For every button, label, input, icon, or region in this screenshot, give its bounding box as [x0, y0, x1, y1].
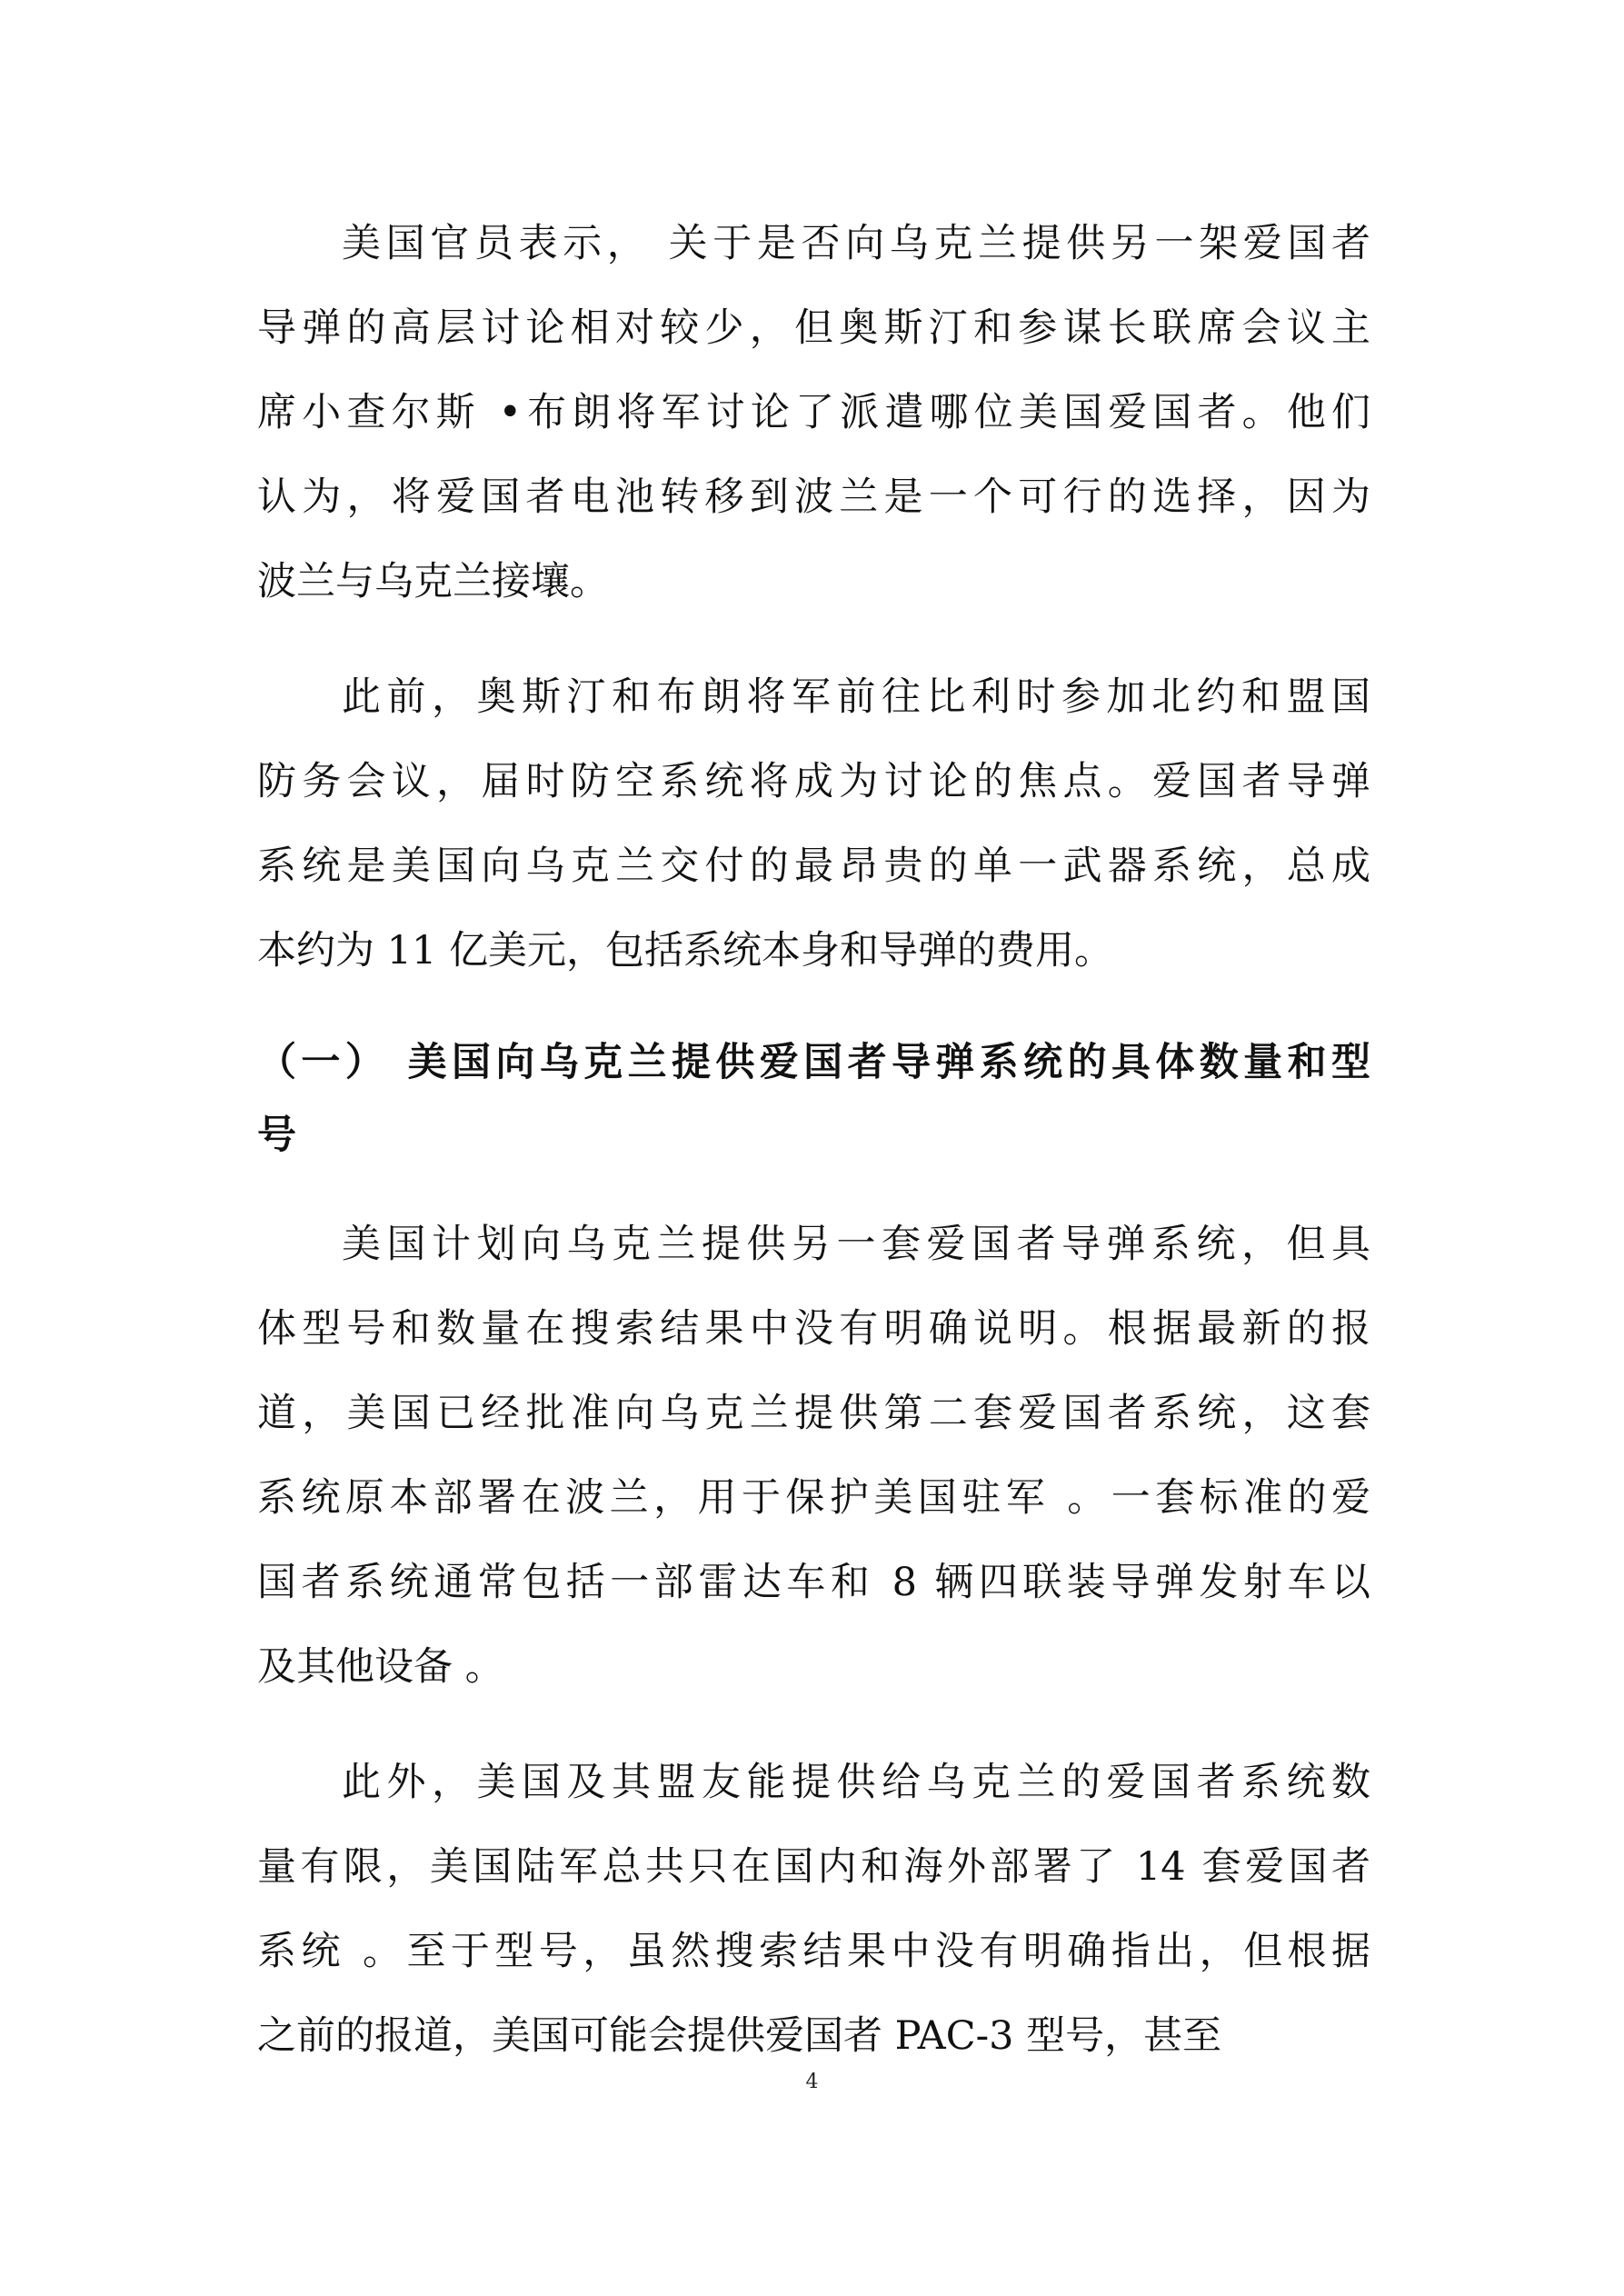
paragraph-line: 席小查尔斯 •布朗将军讨论了派遣哪位美国爱国者。他们: [257, 390, 1370, 435]
paragraph-line: 美国计划向乌克兰提供另一套爱国者导弹系统，但具: [342, 1222, 1370, 1267]
paragraph-line: 道，美国已经批准向乌克兰提供第二套爱国者系统，这套: [257, 1391, 1370, 1436]
paragraph-line: 美国官员表示， 关于是否向乌克兰提供另一架爱国者: [342, 221, 1370, 266]
paragraph-line: 导弹的高层讨论相对较少，但奥斯汀和参谋长联席会议主: [257, 305, 1370, 351]
paragraph-line: 量有限，美国陆军总共只在国内和海外部署了 14 套爱国者: [257, 1844, 1370, 1890]
heading-line: （一） 美国向乌克兰提供爱国者导弹系统的具体数量和型: [257, 1040, 1370, 1085]
paragraph-line: 波兰与乌克兰接壤。: [257, 559, 609, 604]
paragraph-line: 系统 。至于型号，虽然搜索结果中没有明确指出，但根据: [257, 1929, 1370, 1974]
paragraph-line: 认为，将爱国者电池转移到波兰是一个可行的选择，因为: [257, 474, 1370, 520]
paragraph-line: 系统原本部署在波兰，用于保护美国驻军 。一套标准的爱: [257, 1475, 1370, 1521]
paragraph-line: 体型号和数量在搜索结果中没有明确说明。根据最新的报: [257, 1306, 1370, 1352]
paragraph-line: 本约为 11 亿美元，包括系统本身和导弹的费用。: [257, 928, 1114, 973]
paragraph-line: 防务会议，届时防空系统将成为讨论的焦点。爱国者导弹: [257, 759, 1370, 804]
page-number: 4: [805, 2071, 819, 2093]
paragraph-line: 此外，美国及其盟友能提供给乌克兰的爱国者系统数: [342, 1760, 1370, 1805]
paragraph-line: 之前的报道，美国可能会提供爱国者 PAC-3 型号，甚至: [257, 2013, 1222, 2059]
paragraph-line: 系统是美国向乌克兰交付的最昂贵的单一武器系统，总成: [257, 844, 1370, 889]
heading-line: 号: [257, 1113, 296, 1158]
paragraph-line: 国者系统通常包括一部雷达车和 8 辆四联装导弹发射车以: [257, 1560, 1370, 1605]
paragraph-line: 及其他设备 。: [257, 1644, 504, 1690]
paragraph-line: 此前，奥斯汀和布朗将军前往比利时参加北约和盟国: [342, 674, 1370, 720]
